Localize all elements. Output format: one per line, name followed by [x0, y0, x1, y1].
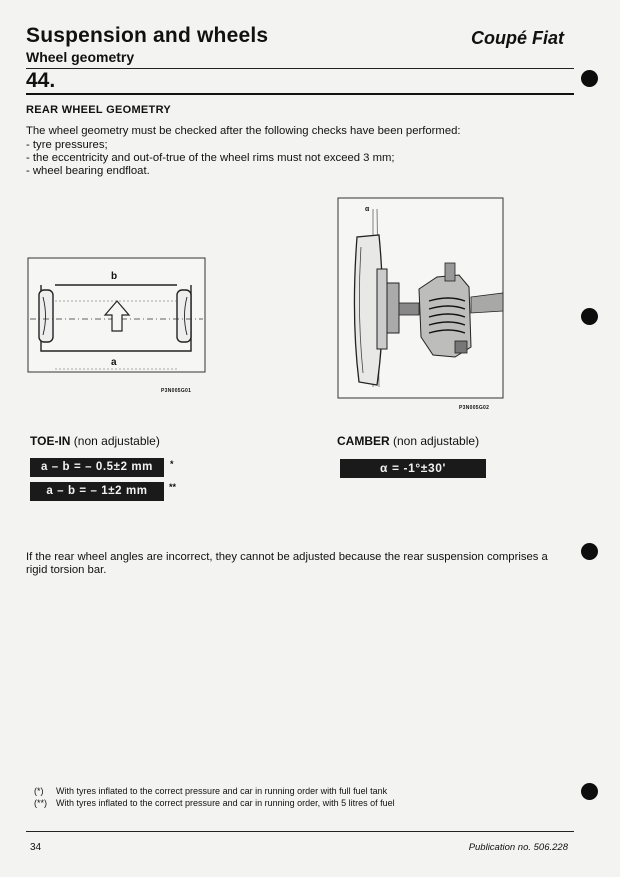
footnote-text: With tyres inflated to the correct pressure and car in running order with full fuel tank — [56, 786, 388, 796]
camber-diagram — [337, 197, 505, 402]
section-heading: REAR WHEEL GEOMETRY — [26, 104, 172, 116]
binder-hole-icon — [581, 308, 598, 325]
footnote-mark: (*) — [34, 786, 44, 796]
toe-in-figure — [27, 257, 207, 397]
toe-in-label-bold: TOE-IN — [30, 434, 71, 448]
footnote — [34, 786, 387, 796]
figure-code: P3N005G02 — [459, 405, 490, 411]
check-item: - wheel bearing endfloat. — [26, 165, 150, 177]
binder-hole-icon — [581, 783, 598, 800]
check-item: - tyre pressures; — [26, 139, 108, 151]
camber-value: α = -1°±30' — [340, 459, 486, 478]
check-item: - the eccentricity and out-of-true of the wheel rims must not exceed 3 mm; — [26, 152, 395, 164]
section-number: 44. — [26, 69, 56, 92]
section-rule — [26, 93, 574, 95]
binder-hole-icon — [581, 70, 598, 87]
footnote-marker: ** — [169, 482, 177, 492]
camber-label — [337, 434, 479, 448]
toe-label-b: b — [111, 271, 118, 282]
header-rule — [26, 68, 574, 69]
publication-number: Publication no. 506.228 — [468, 842, 568, 853]
toe-in-value-1: a – b = – 0.5±2 mm — [30, 458, 164, 477]
intro-paragraph: The wheel geometry must be checked after the following checks have been performed: — [26, 125, 461, 137]
brand-name: Coupé Fiat — [471, 28, 564, 48]
toe-in-label-rest: (non adjustable) — [70, 434, 160, 448]
toe-label-a: a — [111, 357, 117, 368]
footnote-mark: (**) — [34, 798, 47, 808]
footnote-text: With tyres inflated to the correct pressure and car in running order, with 5 litres of fuel — [56, 798, 395, 808]
page-subtitle: Wheel geometry — [26, 49, 135, 65]
adjustment-note: If the rear wheel angles are incorrect, they cannot be adjusted because the rear suspension comprises a rigid torsion bar. — [26, 551, 548, 576]
camber-label-alpha: α — [365, 206, 370, 213]
page-number: 34 — [30, 842, 42, 853]
page-title: Suspension and wheels — [26, 24, 269, 47]
camber-label-rest: (non adjustable) — [389, 434, 480, 448]
camber-label-bold: CAMBER — [337, 434, 390, 448]
footer-rule — [26, 831, 574, 832]
footnote — [34, 798, 395, 808]
toe-in-value-2: a – b = – 1±2 mm — [30, 482, 164, 501]
figure-code: P3N005G01 — [161, 388, 192, 394]
footnote-marker: * — [170, 459, 174, 469]
binder-hole-icon — [581, 543, 598, 560]
toe-in-label — [30, 434, 160, 448]
camber-figure — [337, 197, 505, 417]
